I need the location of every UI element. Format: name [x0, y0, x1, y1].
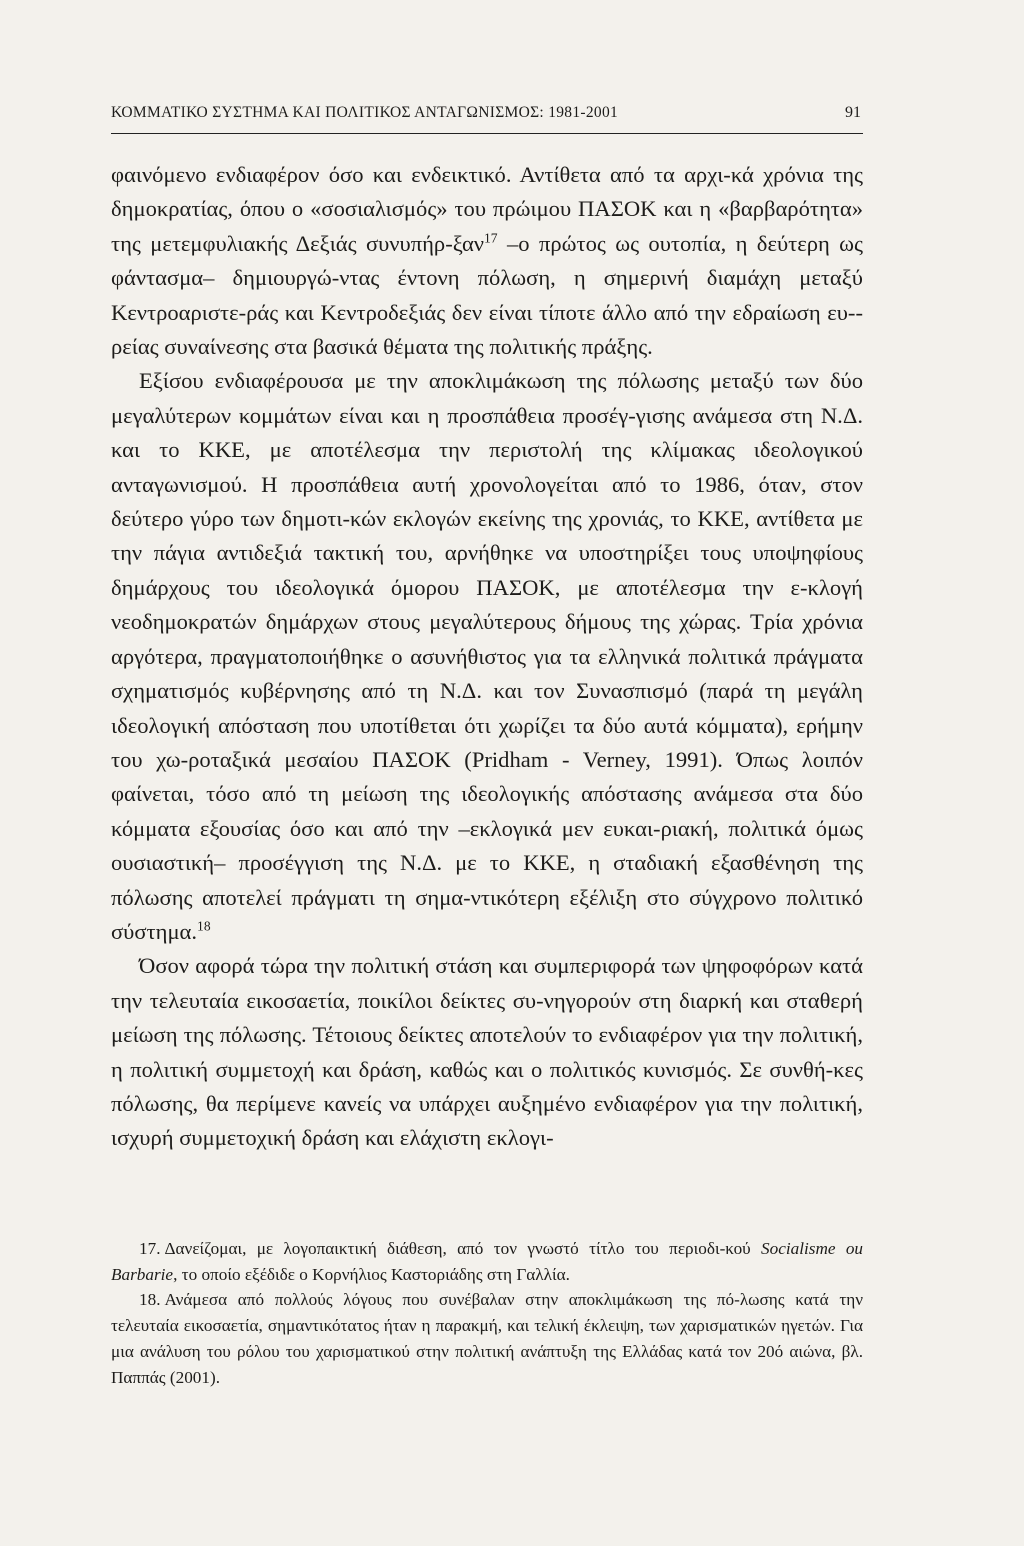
footnote-17-text-b: , το οποίο εξέδιδε ο Κορνήλιος Καστοριάδης στη Γαλλία.	[173, 1264, 570, 1284]
footnote-17-italic-title: Socialisme ou Barbarie	[111, 1239, 864, 1284]
footnotes	[111, 1236, 863, 1390]
footnote-ref-17: 17	[484, 230, 498, 246]
footnote-17-number: 17.	[139, 1239, 161, 1258]
footnote-18-text: Ανάμεσα από πολλούς λόγους που συνέβαλαν στην αποκλιμάκωση της πό-λωσης κατά την τελευταία εικοσαετία, σημαντικότατος ήταν η παρακμή, και τελική έκλειψη, των χαρισματικών ηγετών. Για μια ανάλυση του ρόλου του χαρισματικού στην πολιτική ανάπτυξη της Ελλάδας κατά τον 20ό αιώνα, βλ. Παππάς (2001).	[111, 1290, 863, 1387]
footnote-17	[111, 1236, 863, 1287]
footnote-ref-18: 18	[197, 918, 211, 934]
header-title: ΚΟΜΜΑΤΙΚΟ ΣΥΣΤΗΜΑ ΚΑΙ ΠΟΛΙΤΙΚΟΣ ΑΝΤΑΓΩΝΙΣΜΟΣ: 1981-2001	[111, 104, 619, 121]
paragraph-3-text: Όσον αφορά τώρα την πολιτική στάση και συμπεριφορά των ψηφοφόρων κατά την τελευταία εικοσαετία, ποικίλοι δείκτες συ-νηγορούν στη διαρκή και σταθερή μείωση της πόλωσης. Τέτοιους δείκτες αποτελούν το ενδιαφέρον για την πολιτική, η πολιτική συμμετοχή και δράση, καθώς και ο πολιτικός κυνισμός. Σε συνθή-κες πόλωσης, θα περίμενε κανείς να υπάρχει αυξημένο ενδιαφέρον για την πολιτική, ισχυρή συμμετοχική δράση και ελάχιστη εκλογι-	[111, 953, 863, 1151]
paragraph-3	[111, 949, 863, 1155]
paragraph-2	[111, 364, 863, 949]
paragraph-2-text: Εξίσου ενδιαφέρουσα με την αποκλιμάκωση της πόλωσης μεταξύ των δύο μεγαλύτερων κομμάτων είναι και η προσπάθεια προσέγ-γισης ανάμεσα στη Ν.Δ. και το ΚΚΕ, με αποτέλεσμα την περιστολή της κλίμακας ιδεολογικού ανταγωνισμού. Η προσπάθεια αυτή χρονολογείται από το 1986, όταν, στον δεύτερο γύρο των δημοτι-κών εκλογών εκείνης της χρονιάς, το ΚΚΕ, αντίθετα με την πάγια αντιδεξιά τακτική του, αρνήθηκε να υποστηρίξει τους υποψηφίους δημάρχους του ιδεολογικά όμορου ΠΑΣΟΚ, με αποτέλεσμα την ε-κλογή νεοδημοκρατών δημάρχων στους μεγαλύτερους δήμους της χώρας. Τρία χρόνια αργότερα, πραγματοποιήθηκε ο ασυνήθιστος για τα ελληνικά πολιτικά πράγματα σχηματισμός κυβέρνησης από τη Ν.Δ. και τον Συνασπισμό (παρά τη μεγάλη ιδεολογική απόσταση που υποτίθεται ότι χωρίζει τα δύο αυτά κόμματα), ερήμην του χω-ροταξικά μεσαίου ΠΑΣΟΚ (Pridham - Verney, 1991). Όπως λοιπόν φαίνεται, τόσο από τη μείωση της ιδεολογικής απόστασης ανάμεσα στα δύο κόμματα εξουσίας όσο και από την –εκλογικά μεν ευκαι-ριακή, πολιτικά όμως ουσιαστική– προσέγγιση της Ν.Δ. με το ΚΚΕ, η σταδιακή εξασθένηση της πόλωσης αποτελεί πράγματι τη σημα-ντικότερη εξέλιξη στο σύγχρονο πολιτικό σύστημα.	[111, 368, 863, 944]
paragraph-1	[111, 158, 863, 364]
running-header	[111, 100, 863, 134]
footnote-17-text-a: Δανείζομαι, με λογοπαικτική διάθεση, από τον γνωστό τίτλο του περιοδι-κού	[164, 1239, 762, 1258]
main-text	[111, 158, 863, 1156]
paragraph-1-text-b: –ο πρώτος ως ουτοπία, η δεύτερη ως φάντασμα– δημιουργώ-ντας έντονη πόλωση, η σημερινή διαμάχη μεταξύ Κεντροαριστε-ράς και Κεντροδεξιάς δεν είναι τίποτε άλλο από την εδραίωση ευ-ρείας συναίνεσης στα βασικά θέματα της πολιτικής πράξης.	[111, 230, 863, 360]
page-number: 91	[845, 104, 861, 121]
paragraph-1-text-a: φαινόμενο ενδιαφέρον όσο και ενδεικτικό. Αντίθετα από τα αρχι-κά χρόνια της δημοκρατίας, όπου ο «σοσιαλισμός» του πρώιμου ΠΑΣΟΚ και η «βαρβαρότητα» της μετεμφυλιακής Δεξιάς συνυπήρ-ξαν	[111, 162, 863, 256]
footnote-18	[111, 1287, 863, 1390]
footnote-18-number: 18.	[139, 1290, 161, 1310]
